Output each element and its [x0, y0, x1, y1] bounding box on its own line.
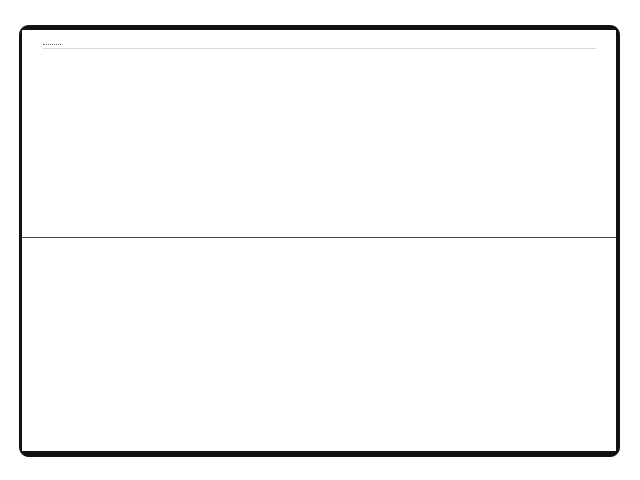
header-rule	[43, 48, 596, 49]
planner-page	[22, 30, 616, 451]
day-column-sunday	[511, 278, 597, 302]
day-header-sunday	[511, 278, 597, 302]
spiral-binding	[22, 220, 616, 254]
spiral-wire	[22, 237, 616, 238]
header-dash	[43, 44, 61, 45]
